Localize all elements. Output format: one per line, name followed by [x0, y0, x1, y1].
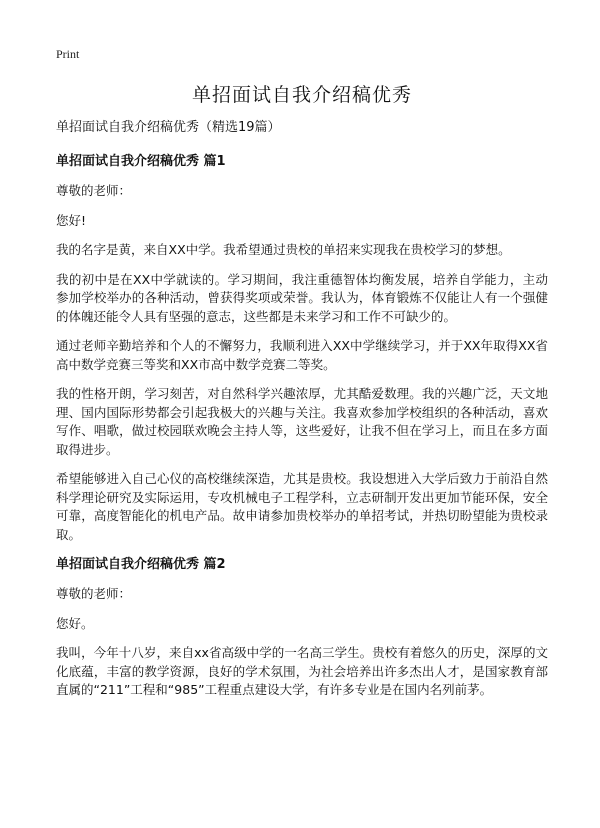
section-heading: 单招面试自我介绍稿优秀 篇2 [56, 557, 226, 572]
greeting: 您好。 [56, 615, 94, 631]
salutation: 尊敬的老师： [56, 586, 132, 601]
paragraph: 我的性格开朗，学习刻苦，对自然科学兴趣浓厚，尤其酷爱数理。我的兴趣广泛，天文地理、国内国际形势都会引起我极大的兴趣与关注。我喜欢参加学校组织的各种活动，喜欢写作、唱歌，做过校园联欢晚会主持人等，这些爱好，让我不但在学习上，而且在多方面取得进步。 [56, 386, 548, 457]
section-2 [56, 555, 548, 700]
document-subtitle: 单招面试自我介绍稿优秀（精选19篇） [56, 120, 281, 135]
paragraph: 通过老师辛勤培养和个人的不懈努力，我顺利进入XX中学继续学习，并于XX年取得XX省高中数学竞赛三等奖和XX市高中数学竞赛二等奖。 [56, 338, 548, 372]
paragraph: 我叫，今年十八岁，来自xx省高级中学的一名高三学生。贵校有着悠久的历史，深厚的文化底蕴，丰富的教学资源，良好的学术氛围，为社会培养出许多杰出人才，是国家教育部直属的“211”工程和“985”工程重点建设大学，有许多专业是在国内名列前茅。 [56, 645, 548, 697]
greeting: 您好! [56, 212, 87, 228]
page-title: 单招面试自我介绍稿优秀 [191, 84, 412, 106]
paragraph: 我的初中是在XX中学就读的。学习期间，我注重德智体均衡发展，培养自学能力，主动参加学校举办的各种活动，曾获得奖项或荣誉。我认为，体育锻炼不仅能让人有一个强健的体魄还能令人具有坚强的意志，这些都是未来学习和工作不可缺少的。 [56, 271, 548, 324]
section-heading: 单招面试自我介绍稿优秀 篇1 [56, 154, 226, 169]
document-content [56, 118, 548, 711]
salutation: 尊敬的老师： [56, 183, 132, 198]
print-label[interactable]: Print [56, 47, 80, 61]
paragraph: 我的名字是黄，来自XX中学。我希望通过贵校的单招来实现我在贵校学习的梦想。 [56, 242, 511, 257]
section-1 [56, 152, 548, 544]
paragraph: 希望能够进入自己心仪的高校继续深造，尤其是贵校。我设想进入大学后致力于前沿自然科学理论研究及实际运用，专攻机械电子工程学科，立志研制开发出更加节能环保，安全可靠，高度智能化的机电产品。故申请参加贵校举办的单招考试，并热切盼望能为贵校录取。 [56, 471, 548, 542]
